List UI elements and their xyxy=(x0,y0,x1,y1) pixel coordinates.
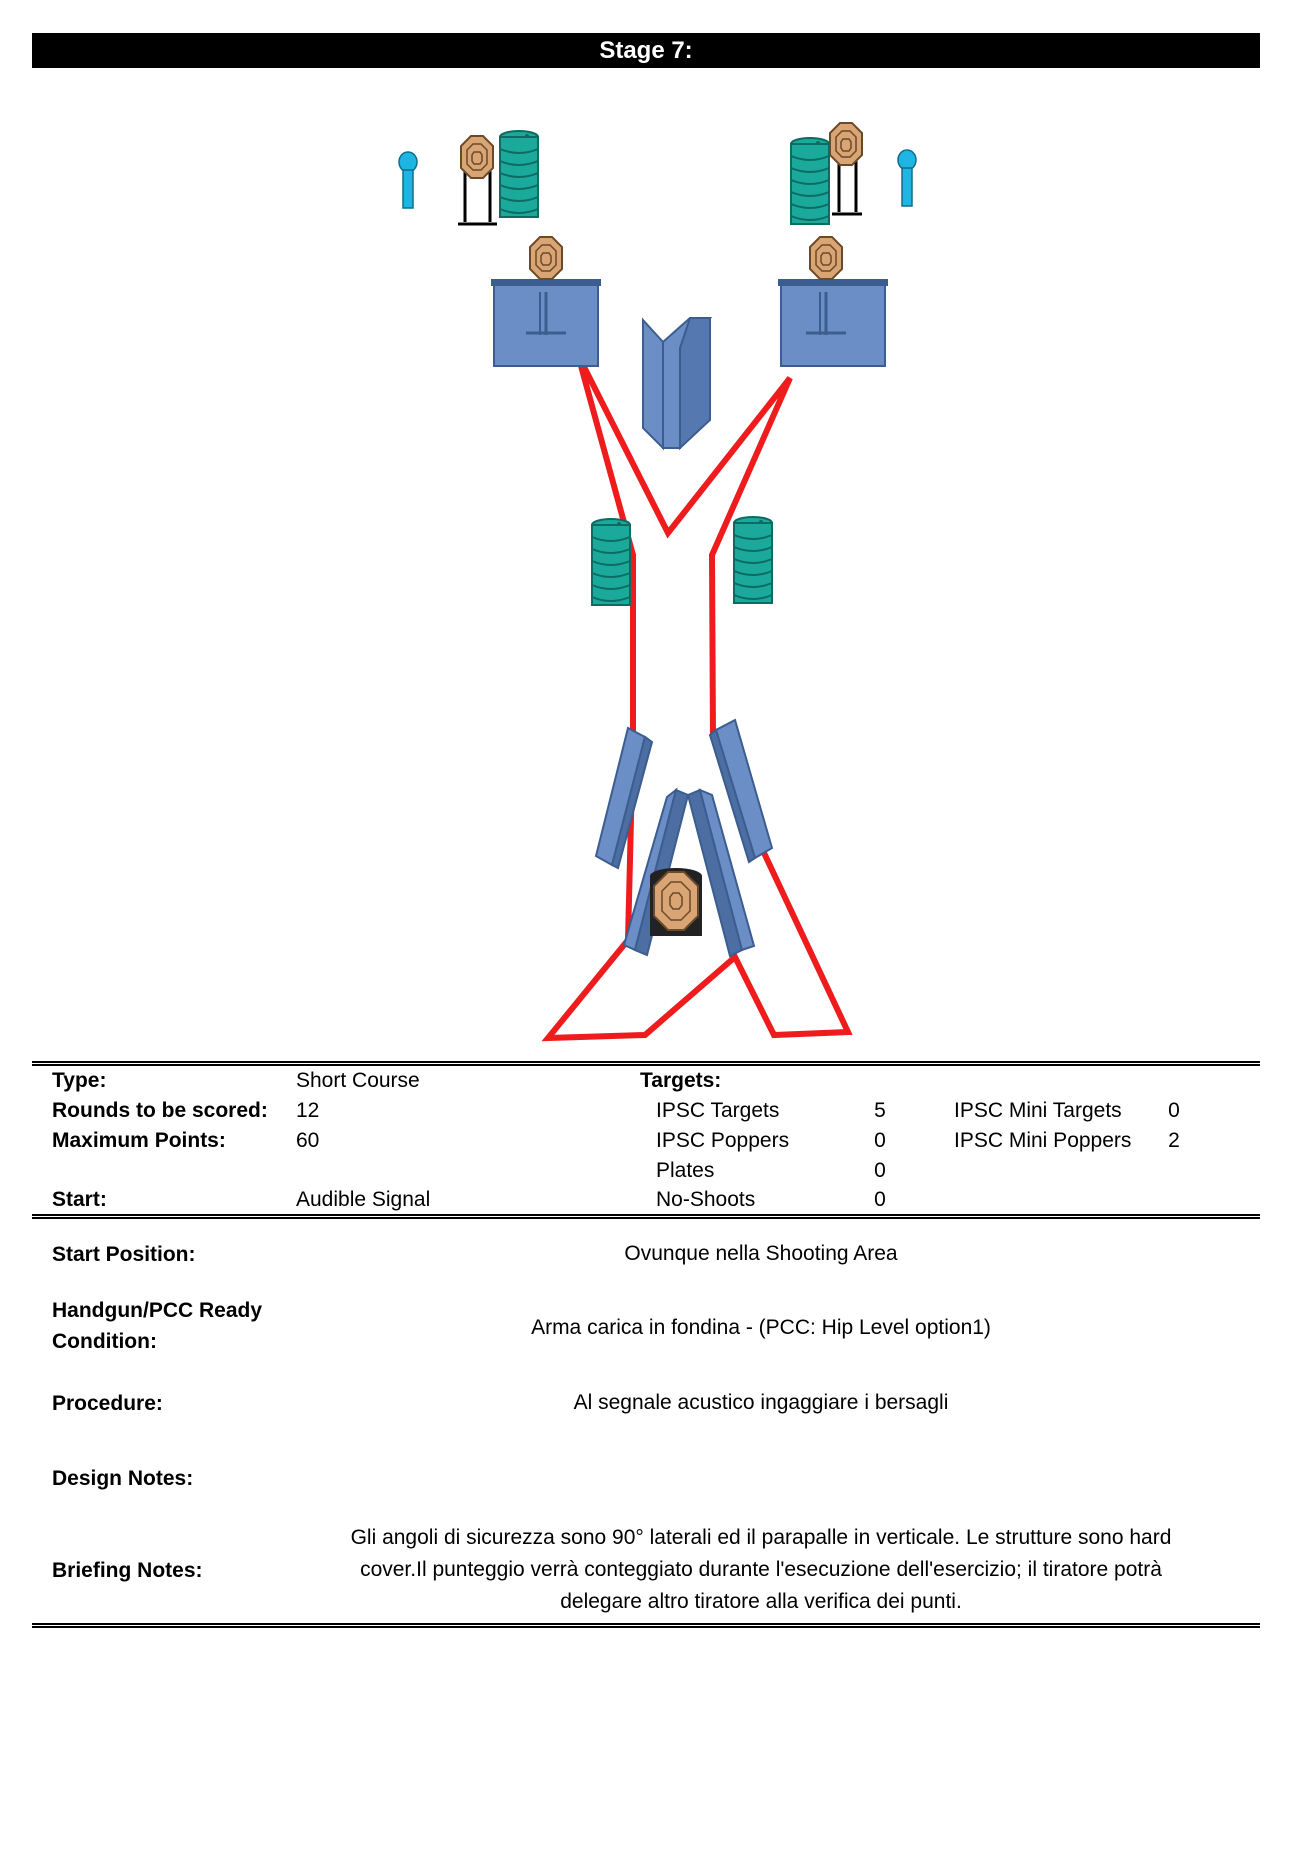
mini-target-value: 0 xyxy=(1168,1099,1180,1122)
mini-popper-icon xyxy=(898,150,916,206)
mini-popper-icon xyxy=(399,152,417,208)
target-value: 0 xyxy=(874,1159,886,1182)
info-bottom-rule xyxy=(32,1623,1260,1628)
type-label: Type: xyxy=(52,1069,107,1092)
info-top-rule xyxy=(32,1061,1260,1066)
mini-target-name: IPSC Mini Targets xyxy=(954,1099,1122,1122)
target-value: 0 xyxy=(874,1129,886,1152)
target-name: IPSC Targets xyxy=(656,1099,780,1122)
stage-title: Stage 7: xyxy=(32,33,1260,68)
target-name: Plates xyxy=(656,1159,715,1182)
mini-target-name: IPSC Mini Poppers xyxy=(954,1129,1132,1152)
wall-icon xyxy=(491,279,601,366)
start-value: Audible Signal xyxy=(296,1188,431,1211)
start-label: Start: xyxy=(52,1188,107,1211)
start-position-value: Ovunque nella Shooting Area xyxy=(624,1242,898,1265)
max-points-value: 60 xyxy=(296,1129,320,1152)
ipsc-target-icon xyxy=(461,136,493,178)
ipsc-target-icon xyxy=(830,123,862,165)
procedure-label: Procedure: xyxy=(52,1392,163,1415)
briefing-line: delegare altro tiratore alla verifica dei punti. xyxy=(560,1590,962,1613)
target-value: 5 xyxy=(874,1099,886,1122)
barrel-stack-icon xyxy=(592,519,630,605)
ipsc-target-icon xyxy=(810,237,842,279)
wall-icon xyxy=(596,728,652,868)
procedure-value: Al segnale acustico ingaggiare i bersagli xyxy=(573,1391,949,1414)
wall-icon xyxy=(643,318,710,448)
mini-target-value: 2 xyxy=(1168,1129,1180,1152)
design-notes-label: Design Notes: xyxy=(52,1467,194,1490)
rounds-label: Rounds to be scored: xyxy=(52,1099,268,1122)
type-value: Short Course xyxy=(296,1069,420,1092)
wall-icon xyxy=(778,279,888,366)
start-position-label: Start Position: xyxy=(52,1243,196,1266)
ready-condition-value: Arma carica in fondina - (PCC: Hip Level option1) xyxy=(531,1316,991,1339)
ready-condition-label-line1: Handgun/PCC Ready xyxy=(52,1299,263,1322)
briefing-line: cover.Il punteggio verrà conteggiato durante l'esecuzione dell'esercizio; il tiratore potrà xyxy=(360,1558,1162,1581)
barrel-stack-icon xyxy=(734,517,772,603)
rounds-value: 12 xyxy=(296,1099,320,1122)
ready-condition-label-line2: Condition: xyxy=(52,1330,157,1353)
target-value: 0 xyxy=(874,1188,886,1211)
briefing-line: Gli angoli di sicurezza sono 90° laterali ed il parapalle in verticale. Le strutture sono hard xyxy=(350,1526,1172,1549)
info-mid-rule xyxy=(32,1214,1260,1219)
max-points-label: Maximum Points: xyxy=(52,1129,226,1152)
ipsc-target-icon xyxy=(650,868,702,936)
ipsc-target-icon xyxy=(530,237,562,279)
target-name: No-Shoots xyxy=(656,1188,756,1211)
briefing-notes-label: Briefing Notes: xyxy=(52,1559,203,1582)
barrel-stack-icon xyxy=(500,131,538,217)
barrel-stack-icon xyxy=(791,138,829,224)
target-name: IPSC Poppers xyxy=(656,1129,790,1152)
targets-label: Targets: xyxy=(640,1069,722,1092)
